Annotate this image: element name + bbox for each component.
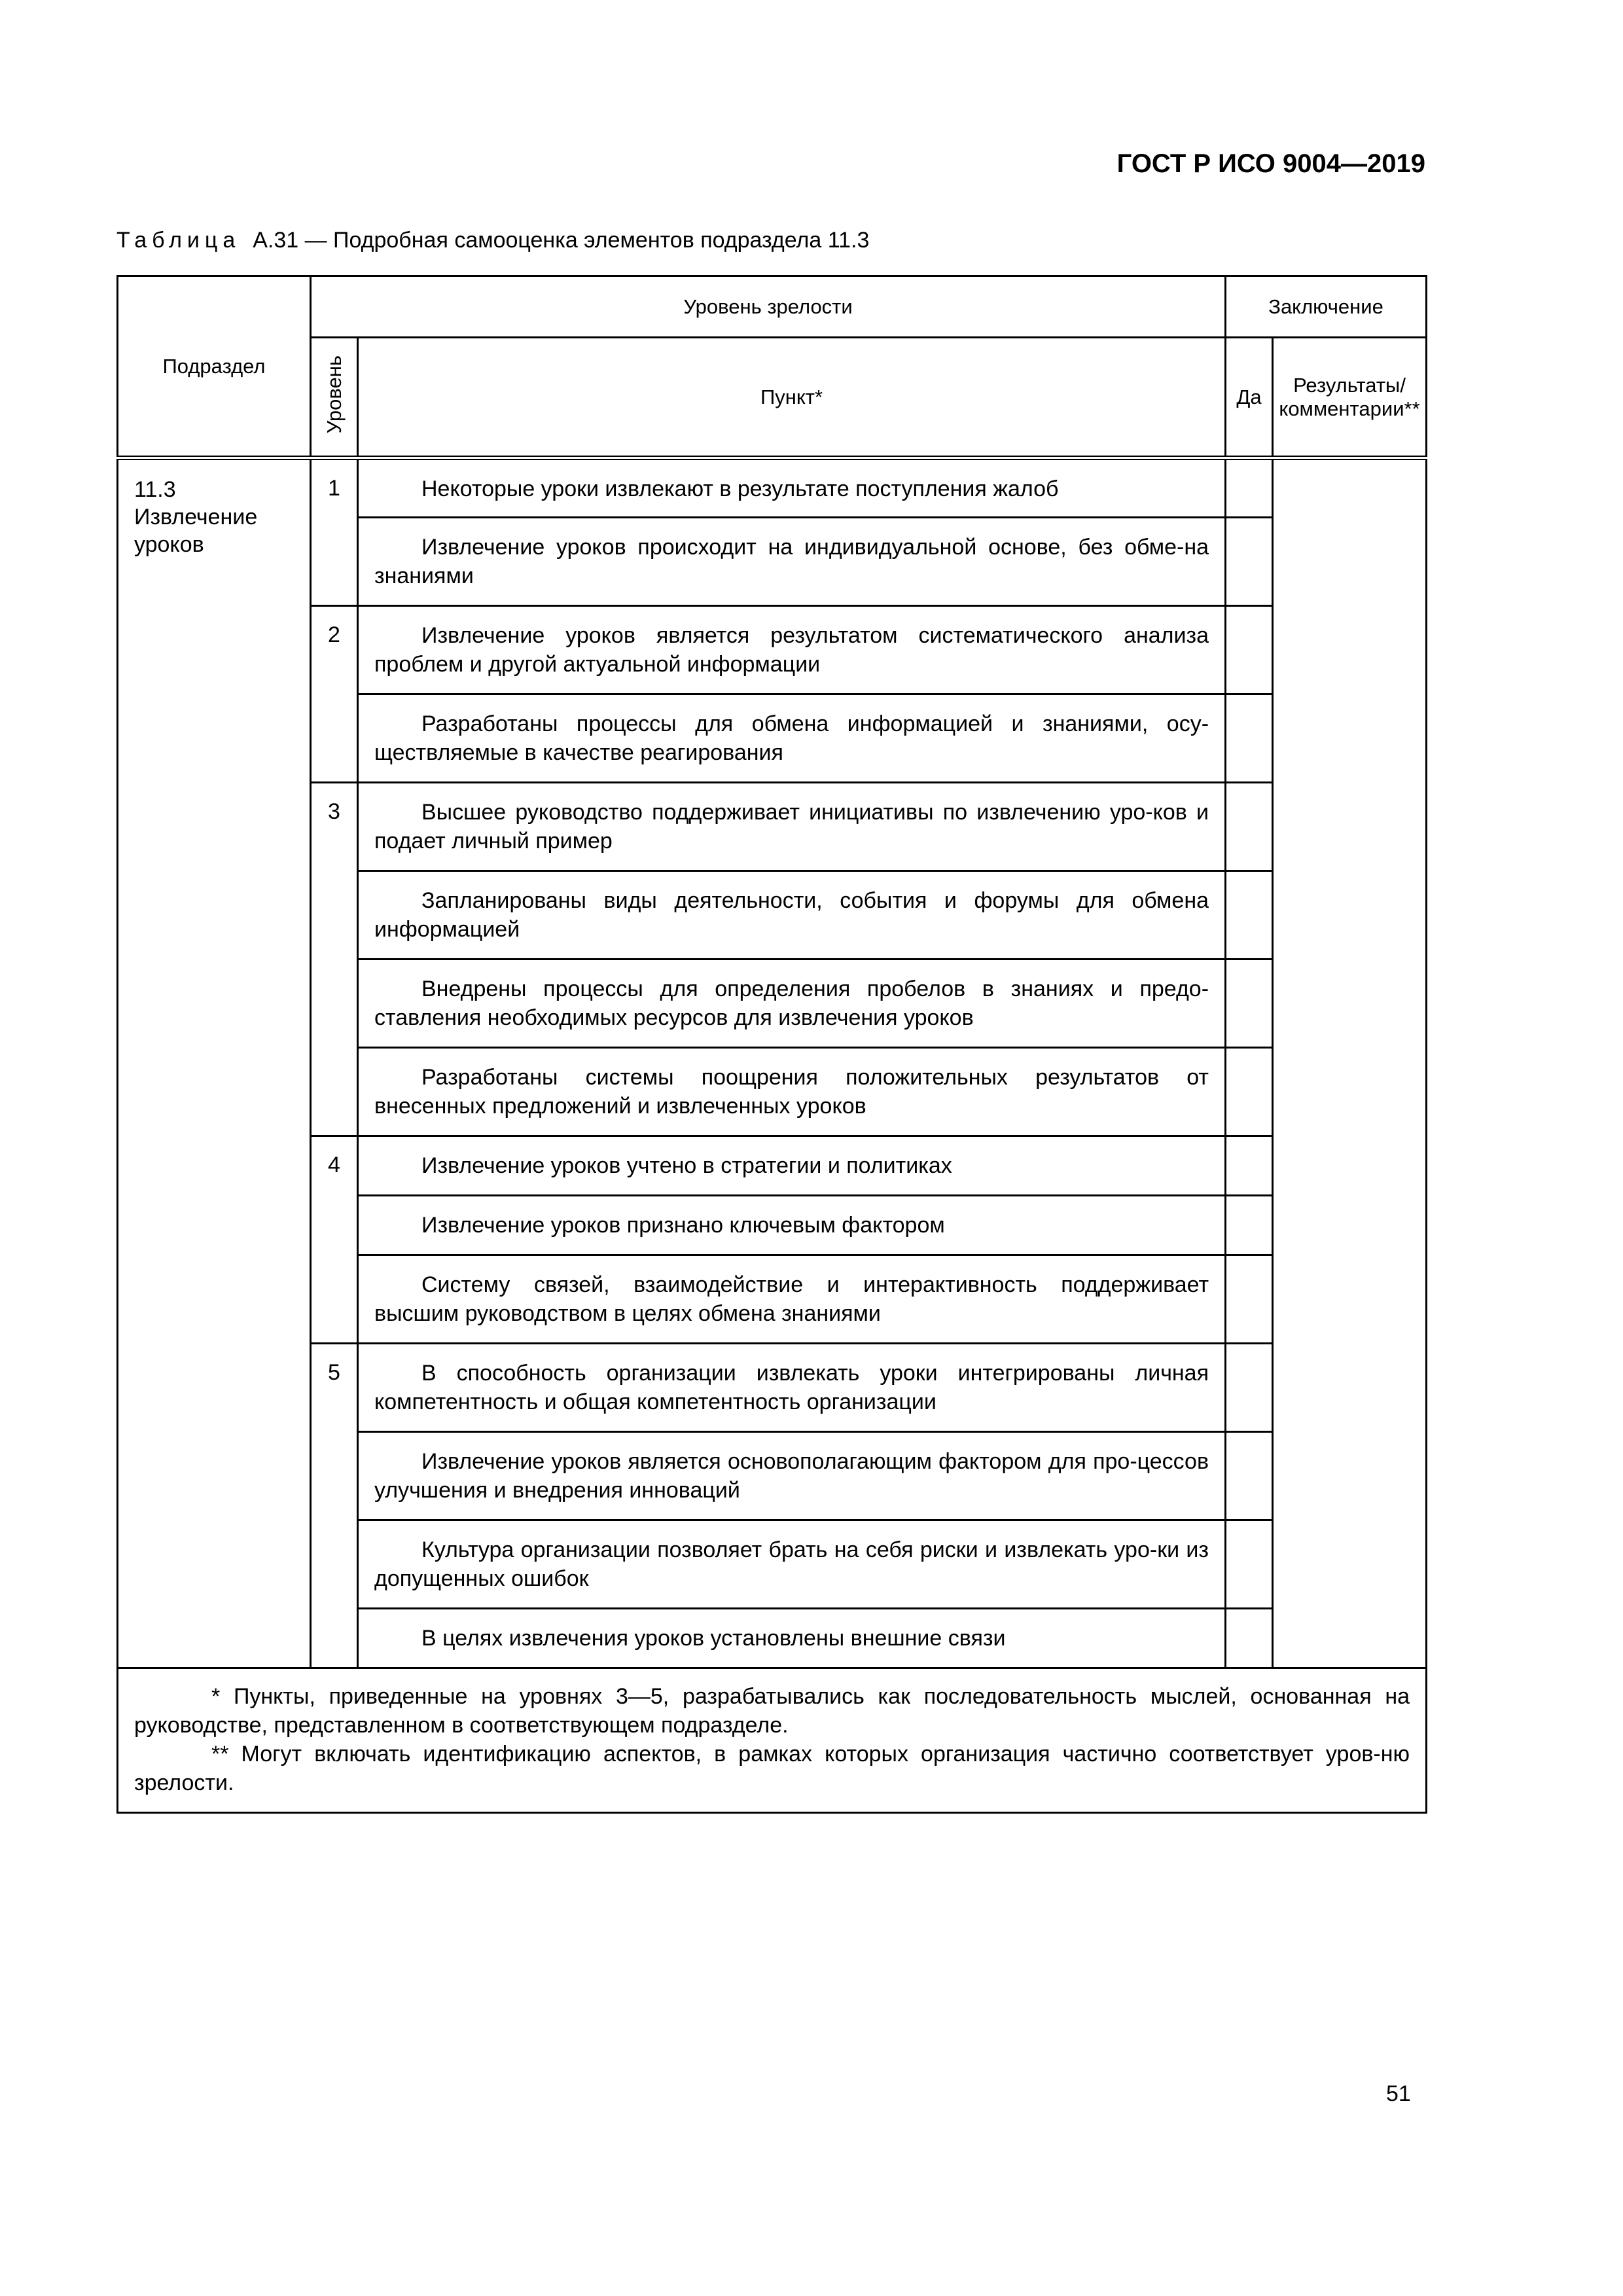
yes-cell[interactable] <box>1226 1344 1273 1432</box>
col-header-results: Результаты/ комментарии** <box>1273 338 1427 458</box>
yes-cell[interactable] <box>1226 783 1273 871</box>
table-row <box>118 1344 1427 1432</box>
item-cell <box>358 1048 1226 1136</box>
yes-cell[interactable] <box>1226 960 1273 1048</box>
yes-cell[interactable] <box>1226 1196 1273 1255</box>
item-cell <box>358 1432 1226 1520</box>
table-body <box>118 458 1427 1668</box>
level-number: 5 <box>311 1344 358 1668</box>
item-cell <box>358 871 1226 960</box>
item-cell <box>358 1520 1226 1609</box>
item-text: Извлечение уроков является результатом систематического анализа проблем и другой актуальной информации <box>374 623 1209 677</box>
yes-cell[interactable] <box>1226 606 1273 694</box>
table-caption <box>116 228 869 253</box>
item-cell <box>358 694 1226 783</box>
level-number: 3 <box>311 783 358 1136</box>
col-header-item: Пункт* <box>358 338 1226 458</box>
yes-cell[interactable] <box>1226 1048 1273 1136</box>
item-text: Систему связей, взаимодействие и интерактивность поддерживает высшим руководством в целях обмена знаниями <box>374 1272 1209 1326</box>
level-number: 1 <box>311 458 358 606</box>
item-text: В способность организации извлекать уроки интегрированы личная компетентность и общая компетентность организации <box>374 1361 1209 1414</box>
item-text: Высшее руководство поддерживает инициативы по извлечению уро-ков и подает личный пример <box>374 800 1209 853</box>
table-row <box>118 1136 1427 1196</box>
level-number: 2 <box>311 606 358 783</box>
item-cell <box>358 518 1226 606</box>
yes-cell[interactable] <box>1226 1609 1273 1668</box>
item-text: Некоторые уроки извлекают в результате поступления жалоб <box>421 476 1059 501</box>
table-footnotes <box>118 1668 1427 1813</box>
yes-cell[interactable] <box>1226 518 1273 606</box>
item-cell <box>358 1609 1226 1668</box>
subsection-cell <box>118 458 311 1668</box>
footnote-2: ** Могут включать идентификацию аспектов, в рамках которых организация частично соответствует уров-ню зрелости. <box>134 1742 1410 1795</box>
yes-cell[interactable] <box>1226 1520 1273 1609</box>
table-row <box>118 606 1427 694</box>
item-cell <box>358 1255 1226 1344</box>
page-number: 51 <box>1386 2081 1411 2106</box>
col-header-maturity: Уровень зрелости <box>311 276 1226 338</box>
col-header-level-text: Уровень <box>322 355 346 434</box>
yes-cell[interactable] <box>1226 1432 1273 1520</box>
results-cell[interactable] <box>1273 458 1427 1668</box>
footnote-1: * Пункты, приведенные на уровнях 3—5, разрабатывались как последовательность мыслей, основанная на руководстве, представленном в соответствующем подразделе. <box>134 1684 1410 1738</box>
item-cell <box>358 458 1226 518</box>
col-header-subsection: Подраздел <box>118 276 311 458</box>
item-cell <box>358 1136 1226 1196</box>
caption-text: А.31 — Подробная самооценка элементов подраздела 11.3 <box>253 228 870 253</box>
yes-cell[interactable] <box>1226 871 1273 960</box>
item-cell <box>358 960 1226 1048</box>
subsection-number: 11.3 <box>134 477 176 502</box>
item-text: Разработаны процессы для обмена информацией и знаниями, осу-ществляемые в качестве реагирования <box>374 711 1209 765</box>
item-cell <box>358 1196 1226 1255</box>
item-text: Культура организации позволяет брать на себя риски и извлекать уро-ки из допущенных ошибок <box>374 1537 1209 1591</box>
col-header-level <box>311 338 358 458</box>
yes-cell[interactable] <box>1226 1255 1273 1344</box>
item-text: Извлечение уроков происходит на индивидуальной основе, без обме-на знаниями <box>374 535 1209 588</box>
standard-designation: ГОСТ Р ИСО 9004—2019 <box>1116 149 1425 178</box>
self-assessment-table <box>116 275 1427 1814</box>
yes-cell[interactable] <box>1226 458 1273 518</box>
col-header-yes: Да <box>1226 338 1273 458</box>
caption-prefix: Таблица <box>116 228 241 253</box>
item-text: Запланированы виды деятельности, события и форумы для обмена информацией <box>374 888 1209 942</box>
yes-cell[interactable] <box>1226 1136 1273 1196</box>
item-text: Внедрены процессы для определения пробелов в знаниях и предо-ставления необходимых ресурсов для извлечения уроков <box>374 977 1209 1030</box>
yes-cell[interactable] <box>1226 694 1273 783</box>
item-text: Извлечение уроков признано ключевым фактором <box>421 1213 945 1238</box>
item-text: Извлечение уроков является основополагающим фактором для про-цессов улучшения и внедрения инноваций <box>374 1449 1209 1503</box>
item-text: В целях извлечения уроков установлены внешние связи <box>421 1626 1006 1651</box>
item-cell <box>358 606 1226 694</box>
table-row <box>118 783 1427 871</box>
col-header-conclusion: Заключение <box>1226 276 1427 338</box>
item-cell <box>358 1344 1226 1432</box>
item-cell <box>358 783 1226 871</box>
item-text: Разработаны системы поощрения положительных результатов от внесенных предложений и извлеченных уроков <box>374 1065 1209 1119</box>
level-number: 4 <box>311 1136 358 1344</box>
table-row <box>118 458 1427 518</box>
subsection-name: Извлечение уроков <box>134 505 258 557</box>
item-text: Извлечение уроков учтено в стратегии и политиках <box>421 1153 952 1178</box>
